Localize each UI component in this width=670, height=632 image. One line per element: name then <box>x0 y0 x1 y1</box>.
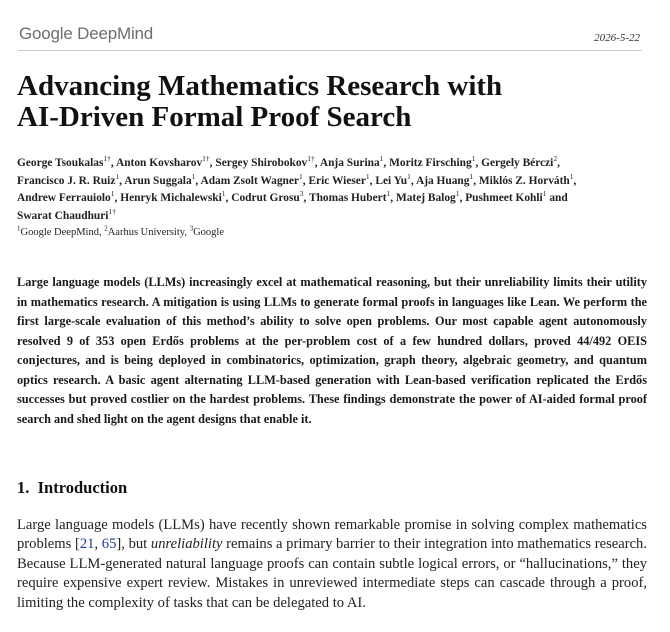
authors-and: and <box>546 192 568 204</box>
author-name: Eric Wieser <box>308 174 366 187</box>
affiliation-marker: 2 <box>104 224 108 233</box>
author-affiliation-marker: 1 <box>469 171 474 181</box>
affiliations: $^1$Google DeepMind, $^2$Aarhus University, $^3$Google <box>17 224 224 238</box>
google-deepmind-logo <box>19 24 153 44</box>
author-name: Sergey Shirobokov <box>215 157 308 169</box>
logo-google-text: Google <box>19 24 73 43</box>
author-affiliation-marker: 1† <box>108 206 116 216</box>
author-name: Arun Suggala <box>124 174 192 187</box>
author-affiliation-marker: 1 <box>386 189 391 199</box>
author-affiliation-marker: 1 <box>365 171 370 181</box>
author-affiliation-marker: 2 <box>553 154 558 164</box>
author-name: Adam Zsolt Wagner <box>200 174 299 187</box>
citation-separator: , <box>94 536 102 553</box>
author-name: Henryk Michalewski <box>120 192 222 204</box>
introduction-paragraph <box>17 516 647 613</box>
affiliation-name: Google <box>193 227 224 238</box>
author-affiliation-marker: 1 <box>299 171 303 181</box>
intro-emphasis: unreliability <box>150 536 223 553</box>
author-affiliation-marker: 1 <box>110 189 115 199</box>
header-divider <box>18 50 642 51</box>
section-heading-introduction <box>17 478 127 498</box>
intro-text-3: remains a primary barrier to their integration into mathematics research. Because LLM-generated natural language proofs can contain subtle logical errors, or “hallucinations,” they require expensive expert review. Mistakes in unreviewed intermediate steps can cascade through a proof, limiting the complexity of tasks that can be delegated to AI. <box>17 536 647 611</box>
author-affiliation-marker: 1 <box>191 171 196 181</box>
title-line-2: AI-Driven Formal Proof Search <box>17 101 412 133</box>
author-name: Matej Balog <box>395 192 456 204</box>
author-name: Gergely Bérczi <box>481 157 554 169</box>
affiliation-marker: 3 <box>189 224 194 233</box>
author-affiliation-marker: 1† <box>202 154 210 164</box>
abstract: Large language models (LLMs) increasingly excel at mathematical reasoning, but their unreliability limits their utility in mathematics research. A mitigation is using LLMs to generate formal proofs in languages like Lean. We perform the first large-scale evaluation of this method’s ability to solve open problems. Our most capable agent autonomously resolved 9 of 353 open Erdős problems at the per-problem cost of a few hundred dollars, proved 44/492 OEIS conjectures, and is being deployed in combinatorics, optimization, graph theory, algebraic geometry, and quantum optics research. A basic agent alternating LLM-based generation with Lean-based verification replicated the Erdős successes but proved costlier on the hardest problems. These findings demonstrate the power of AI-aided formal proof search and shed light on the agent designs that enable it. <box>17 275 647 426</box>
author-name: George Tsoukalas <box>17 157 104 169</box>
author-list: George Tsoukalas$^{1\dagger}$, Anton Kovsharov$^{1\dagger}$, Sergey Shirobokov$^{1\dagger}$, Anja Surina$^1$, Moritz Firsching$^1$, Gergely Bérczi$^2$, Francisco J. R. Ruiz$^1$, Arun Suggala$^1$, Adam Zsolt Wagner$^1$, Eric Wieser$^1$, Lei Yu$^1$, Aja Huang$^1$, Miklós Z. Horváth$^1$, Andrew Ferrauiolo$^1$, Henryk Michalewski$^1$, Codrut Grosu$^3$, Thomas Hubert$^1$, Matej Balog$^1$, Pushmeet Kohli$^1$ and Swarat Chaudhuri$^{1\dagger}$ <box>17 154 577 222</box>
author-affiliation-marker: 1 <box>407 171 411 181</box>
author-name: Aja Huang <box>415 174 470 187</box>
citation-bracket-close: ] <box>116 536 122 553</box>
affiliation-marker: 1 <box>17 224 21 233</box>
author-affiliation-marker: 1† <box>103 154 111 164</box>
author-name: Pushmeet Kohli <box>465 192 543 204</box>
author-name: Anton Kovsharov <box>115 157 203 169</box>
author-name: Thomas Hubert <box>308 192 387 204</box>
author-affiliation-marker: 1 <box>115 171 120 181</box>
author-name: Swarat Chaudhuri <box>17 209 109 222</box>
author-affiliation-marker: 1 <box>379 154 384 164</box>
section-title: Introduction <box>37 478 128 497</box>
author-name: Francisco J. R. Ruiz <box>17 174 116 187</box>
author-affiliation-marker: 1† <box>307 154 315 164</box>
author-affiliation-marker: 1 <box>542 189 547 199</box>
logo-deepmind-text: DeepMind <box>72 24 154 43</box>
author-name: Andrew Ferrauiolo <box>17 192 111 204</box>
author-affiliation-marker: 1 <box>471 154 476 164</box>
intro-text-1: Large language models (LLMs) have recently shown remarkable promise in solving complex mathematics problems <box>17 517 647 553</box>
publication-date: 2026-5-22 <box>594 32 640 44</box>
citation-link[interactable]: 21 <box>79 536 95 553</box>
citation-bracket-open: [ <box>74 536 80 553</box>
author-affiliation-marker: 1 <box>569 171 574 181</box>
affiliation-name: Aarhus University <box>107 227 185 238</box>
author-name: Codrut Grosu <box>231 192 300 204</box>
section-number: 1. <box>17 478 30 497</box>
author-affiliation-marker: 3 <box>299 189 304 199</box>
author-affiliation-marker: 1 <box>455 189 460 199</box>
paper-title <box>17 71 657 133</box>
author-name: Moritz Firsching <box>389 157 472 169</box>
title-line-1: Advancing Mathematics Research with <box>17 70 503 102</box>
author-affiliation-marker: 1 <box>221 189 226 199</box>
intro-text-2: , but <box>121 536 151 553</box>
author-name: Anja Surina <box>319 157 380 169</box>
author-name: Miklós Z. Horváth <box>478 174 570 187</box>
author-name: Lei Yu <box>375 174 408 187</box>
citation-link[interactable]: 65 <box>101 536 117 553</box>
affiliation-name: Google DeepMind <box>20 227 99 238</box>
